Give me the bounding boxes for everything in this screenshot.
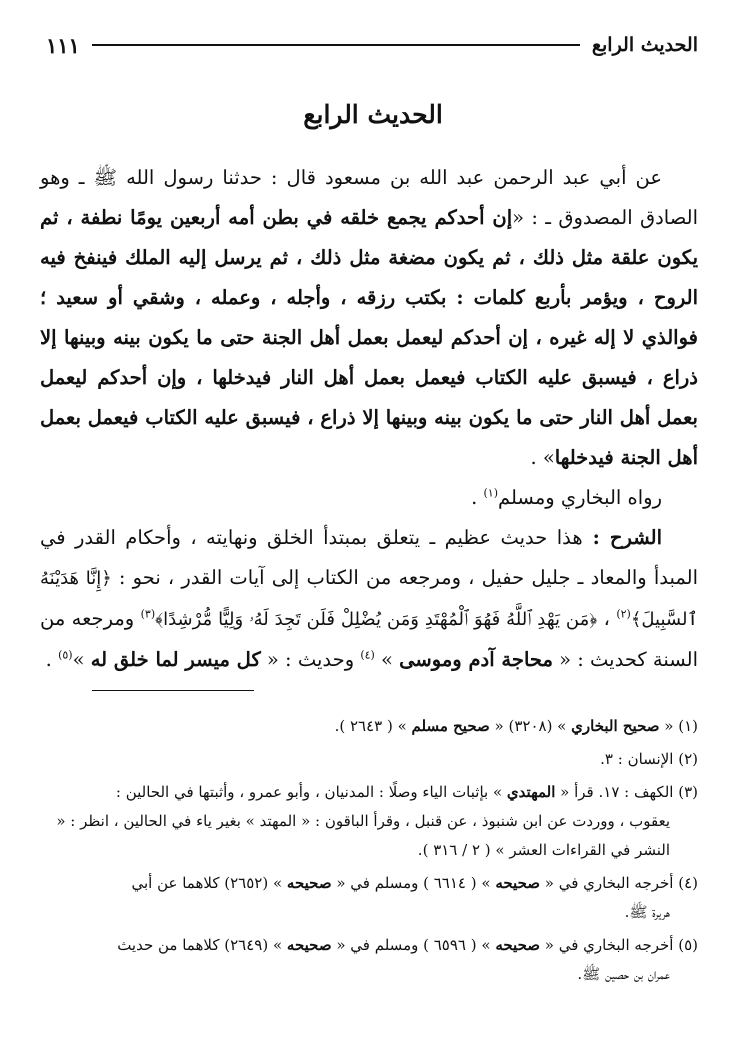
footnotes: [40, 712, 698, 993]
separator: ،: [597, 607, 617, 630]
footnote-marker: (٢): [678, 750, 698, 768]
hadith-reference-a: محاجة آدم وموسى: [399, 648, 553, 671]
hadith-text: إن أحدكم يجمع خلقه في بطن أمه أربعين يومًا نطفة ، ثم يكون علقة مثل ذلك ، ثم يكون مضغة مثل ذلك ، ثم يرسل إليه الملك فينفخ فيه الروح ، ويؤمر بأربع كلمات : بكتب رزقه ، وأجله ، وعمله ، وشقي أو سعيد ؛ فوالذي لا إله غيره ، إن أحدكم ليعمل بعمل أهل الجنة حتى ما يكون بينه وبينها إلا ذراع ، فيسبق عليه الكتاب فيعمل بعمل أهل النار فيدخلها ، وإن أحدكم ليعمل بعمل أهل النار حتى ما يكون بينه وبينها إلا ذراع ، فيسبق عليه الكتاب فيعمل بعمل أهل الجنة فيدخلها: [40, 206, 698, 469]
commentary-text-3: »: [374, 648, 400, 671]
page-number: ١١١: [46, 32, 80, 58]
footnote-marker: (١): [678, 717, 698, 735]
footnote-4: (٤) أخرجه البخاري في « صحيحه » ( ٦٦١٤ ) ومسلم في « صحيحه » (٢٦٥٢) كلاهما عن أبي هريرة ﷺ.: [40, 869, 698, 927]
footnote-5: (٥) أخرجه البخاري في « صحيحه » ( ٦٥٩٦ ) ومسلم في « صحيحه » (٢٦٤٩) كلاهما من حديث عمران بن حصين ﷺ.: [40, 931, 698, 989]
running-header: [46, 30, 698, 60]
commentary-text-2: ومرجعه من السنة كحديث : «: [40, 607, 698, 671]
commentary-paragraph: [40, 518, 698, 680]
footnote-continuation: عمران بن حصين ﷺ.: [577, 965, 670, 983]
narration-text: رواه البخاري ومسلم: [497, 486, 662, 509]
footnote-continuation: هريرة ﷺ.: [624, 903, 670, 921]
commentary-label: الشرح :: [582, 526, 662, 549]
quran-verse-2: ﴿مَن يَهْدِ ٱللَّهُ فَهُوَ ٱلْمُهْتَدِ وَمَن يُضْلِلْ فَلَن تَجِدَ لَهُۥ وَلِيًّا مُّرْشِدًا﴾: [155, 609, 598, 630]
quran-verse-1: ﴿إِنَّا هَدَيْنَهُ ٱلسَّبِيلَ﴾: [40, 568, 698, 630]
hadith-intro: عن أبي عبد الرحمن عبد الله بن مسعود قال : حدثنا رسول الله ﷺ ـ وهو الصادق المصدوق ـ : «: [40, 166, 698, 229]
commentary-end: .: [45, 648, 59, 671]
footnote-marker: (٣): [678, 783, 698, 801]
narration-end: .: [471, 486, 484, 509]
footnote-2: (٢) الإنسان : ٣.: [600, 750, 698, 768]
footnote-1: (١) « صحيح البخاري » (٣٢٠٨) « صحيح مسلم » ( ٢٦٤٣ ).: [334, 717, 698, 735]
running-header-title: الحديث الرابع: [591, 34, 698, 56]
commentary-text-1: هذا حديث عظيم ـ يتعلق بمبتدأ الخلق ونهايته ، وأحكام القدر في المبدأ والمعاد ـ جليل حفيل ، ومرجعه من الكتاب إلى آيات القدر ، نحو :: [40, 526, 698, 589]
footnote-3: (٣) الكهف : ١٧. قرأ « المهتدي » بإثبات الياء وصلًا : المدنيان ، وأبو عمرو ، وأثبتها في الحالين : يعقوب ، ووردت عن ابن شنبوذ ، عن قنبل ، وقرأ الباقون : « المهتد » بغير ياء في الحالين ، انظر : « النشر في القراءات العشر » ( ٢ / ٣١٦ ).: [40, 778, 698, 865]
footnote-ref-2[interactable]: (٢): [616, 607, 631, 621]
main-text: [40, 158, 698, 680]
hadith-closing: » .: [530, 446, 555, 469]
hadith-reference-b: كل ميسر لما خلق له: [90, 648, 261, 671]
footnote-ref-1[interactable]: (١): [483, 486, 498, 500]
header-rule: [92, 44, 580, 46]
footnote-continuation: يعقوب ، ووردت عن ابن شنبوذ ، عن قنبل ، وقرأ الباقون : « المهتد » بغير ياء في الحالين ، انظر : « النشر في القراءات العشر » ( ٢ / ٣١٦ ).: [56, 812, 670, 859]
footnote-ref-3[interactable]: (٣): [140, 607, 156, 621]
commentary-text-5: »: [72, 648, 91, 671]
hadith-paragraph: [40, 158, 698, 478]
footnote-ref-5[interactable]: (٥): [58, 648, 73, 662]
commentary-text-4: وحديث : «: [260, 648, 361, 671]
footnote-marker: (٤): [678, 874, 698, 892]
narration-paragraph: [40, 478, 698, 518]
footnote-separator: [92, 690, 254, 691]
footnote-marker: (٥): [678, 936, 698, 954]
chapter-title: الحديث الرابع: [303, 100, 443, 129]
footnote-ref-4[interactable]: (٤): [360, 648, 375, 662]
